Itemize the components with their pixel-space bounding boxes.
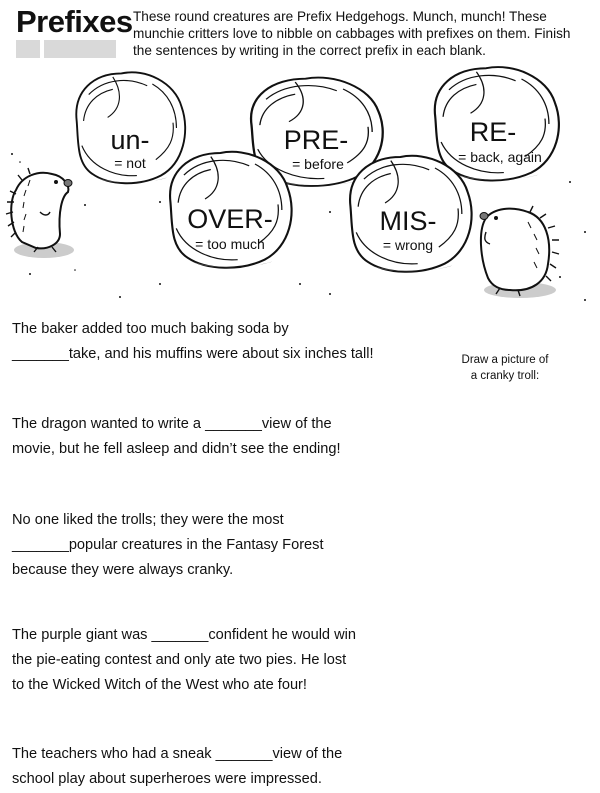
sentence-line: The dragon wanted to write a _______view of the [12, 416, 332, 432]
sentence-line: _______popular creatures in the Fantasy Forest [12, 537, 324, 553]
cabbage-prefix: PRE- [283, 125, 349, 155]
sentence-2 [12, 412, 412, 462]
cabbage-meaning: = back, again [458, 149, 542, 165]
cabbage-prefix: RE- [469, 117, 517, 147]
date-field-box[interactable] [44, 40, 116, 58]
sentence-line: The teachers who had a sneak _______view of the [12, 746, 343, 762]
cabbage-meaning: = before [292, 156, 344, 172]
sentence-line: The baker added too much baking soda by [12, 321, 289, 337]
page-title: Prefixes [16, 4, 133, 39]
sentence-line: movie, but he fell asleep and didn’t see the ending! [12, 441, 341, 457]
sentence-4 [12, 623, 412, 698]
hedgehog-right [480, 206, 559, 298]
cabbage-prefix: OVER- [187, 204, 273, 234]
sentence-line: _______take, and his muffins were about six inches tall! [12, 346, 374, 362]
name-field-box[interactable] [16, 40, 40, 58]
sentence-3 [12, 508, 412, 583]
cabbage-meaning: = wrong [382, 237, 434, 253]
sentence-line: to the Wicked Witch of the West who ate four! [12, 677, 307, 693]
cabbage-re [435, 67, 559, 180]
cabbage-prefix: un- [110, 125, 150, 155]
sentence-line: school play about superheroes were impressed. [12, 771, 322, 787]
hedgehog-cabbage-illustration [0, 62, 600, 312]
cabbage-un [76, 72, 185, 183]
sentence-1 [12, 317, 412, 367]
sentence-5 [12, 742, 412, 792]
cabbage-meaning: = too much [195, 236, 265, 252]
drawing-prompt-line: Draw a picture of [461, 354, 549, 366]
cabbage-over [170, 152, 292, 268]
drawing-prompt [445, 352, 565, 384]
sentence-line: the pie-eating contest and only ate two pies. He lost [12, 652, 347, 668]
instructions: These round creatures are Prefix Hedgehogs. Munch, munch! These munchie critters love to nibble on cabbages with prefixes on them. Finish the sentences by writing in the correct prefix in each blank. [133, 9, 571, 58]
cabbage-meaning: = not [114, 155, 146, 171]
cabbage-mis [350, 156, 472, 272]
sentence-line: because they were always cranky. [12, 562, 234, 578]
drawing-prompt-line: a cranky troll: [470, 370, 540, 382]
hedgehog-left [6, 168, 74, 258]
cabbage-prefix: MIS- [379, 206, 437, 236]
sentence-line: The purple giant was _______confident he would win [12, 627, 357, 643]
sentence-line: No one liked the trolls; they were the most [12, 512, 284, 528]
